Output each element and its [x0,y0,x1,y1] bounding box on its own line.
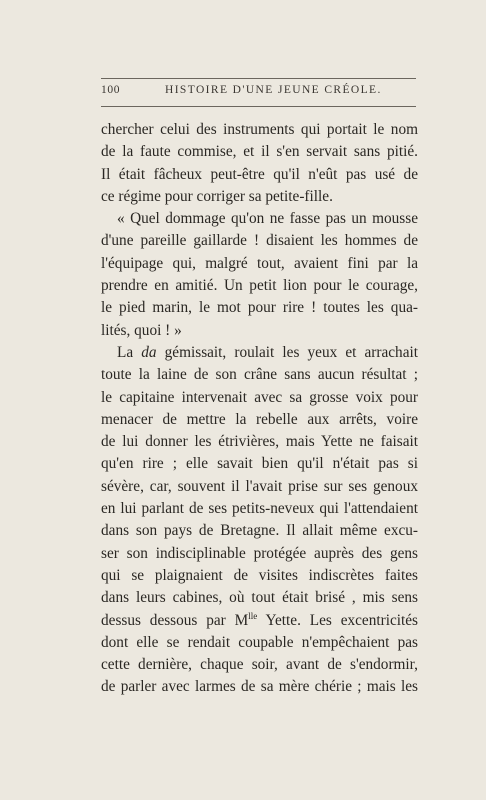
text-line: toute la laine de son crâne sans aucun résultat ; [101,366,418,384]
text-line: lités, quoi ! » [101,321,182,339]
running-header [101,84,416,102]
text-line: l'équipage qui, malgré tout, avaient fini par la [101,254,418,272]
running-title: HISTOIRE D'UNE JEUNE CRÉOLE. [165,84,382,96]
header-rule-bottom [101,106,416,107]
text-line: d'une pareille gaillarde ! disaient les hommes de [101,232,418,250]
text-line: dans leurs cabines, où tout était brisé , mis sens [101,589,418,607]
text-line: La da gémissait, roulait les yeux et arrachait [117,343,418,361]
body-text [101,119,418,699]
text-line: qui se plaignaient de visites indiscrètes faites [101,566,418,584]
text-line: en lui parlant de ses petits-neveux qui l'attendaient [101,500,418,518]
text-line: « Quel dommage qu'on ne fasse pas un mousse [117,210,418,228]
text-line: Il était fâcheux peut-être qu'il n'eût pas usé de [101,165,418,183]
text-line: le capitaine intervenait avec sa grosse voix pour [101,388,418,406]
text-line: de parler avec larmes de sa mère chérie ; mais les [101,678,418,696]
text-line: menacer de mettre la rebelle aux arrêts, voire [101,410,418,428]
text-line: dans son pays de Bretagne. Il allait même excu- [101,522,418,540]
text-line: dessus dessous par $M^{lle}$ Yette. Les excentricités [101,610,418,629]
text-line: chercher celui des instruments qui portait le nom [101,121,418,138]
text-line: ser son indisciplinable protégée auprès des gens [101,544,418,562]
text-line: cette dernière, chaque soir, avant de s'endormir, [101,656,418,674]
header-rule-top [101,78,416,79]
text-line: le pied marin, le mot pour rire ! toutes les qua- [101,299,418,317]
text-line: dont elle se rendait coupable n'empêchaient pas [101,633,418,651]
page-number: 100 [101,84,121,96]
text-line: sévère, car, souvent il l'avait prise sur ses genoux [101,477,418,495]
text-line: de la faute commise, et il s'en servait sans pitié. [101,143,418,161]
text-line: prendre en amitié. Un petit lion pour le courage, [101,277,418,295]
text-line: ce régime pour corriger sa petite-fille. [101,187,333,205]
text-line: qu'en rire ; elle savait bien qu'il n'était pas si [101,455,418,473]
text-line: de lui donner les étrivières, mais Yette ne faisait [101,433,418,451]
